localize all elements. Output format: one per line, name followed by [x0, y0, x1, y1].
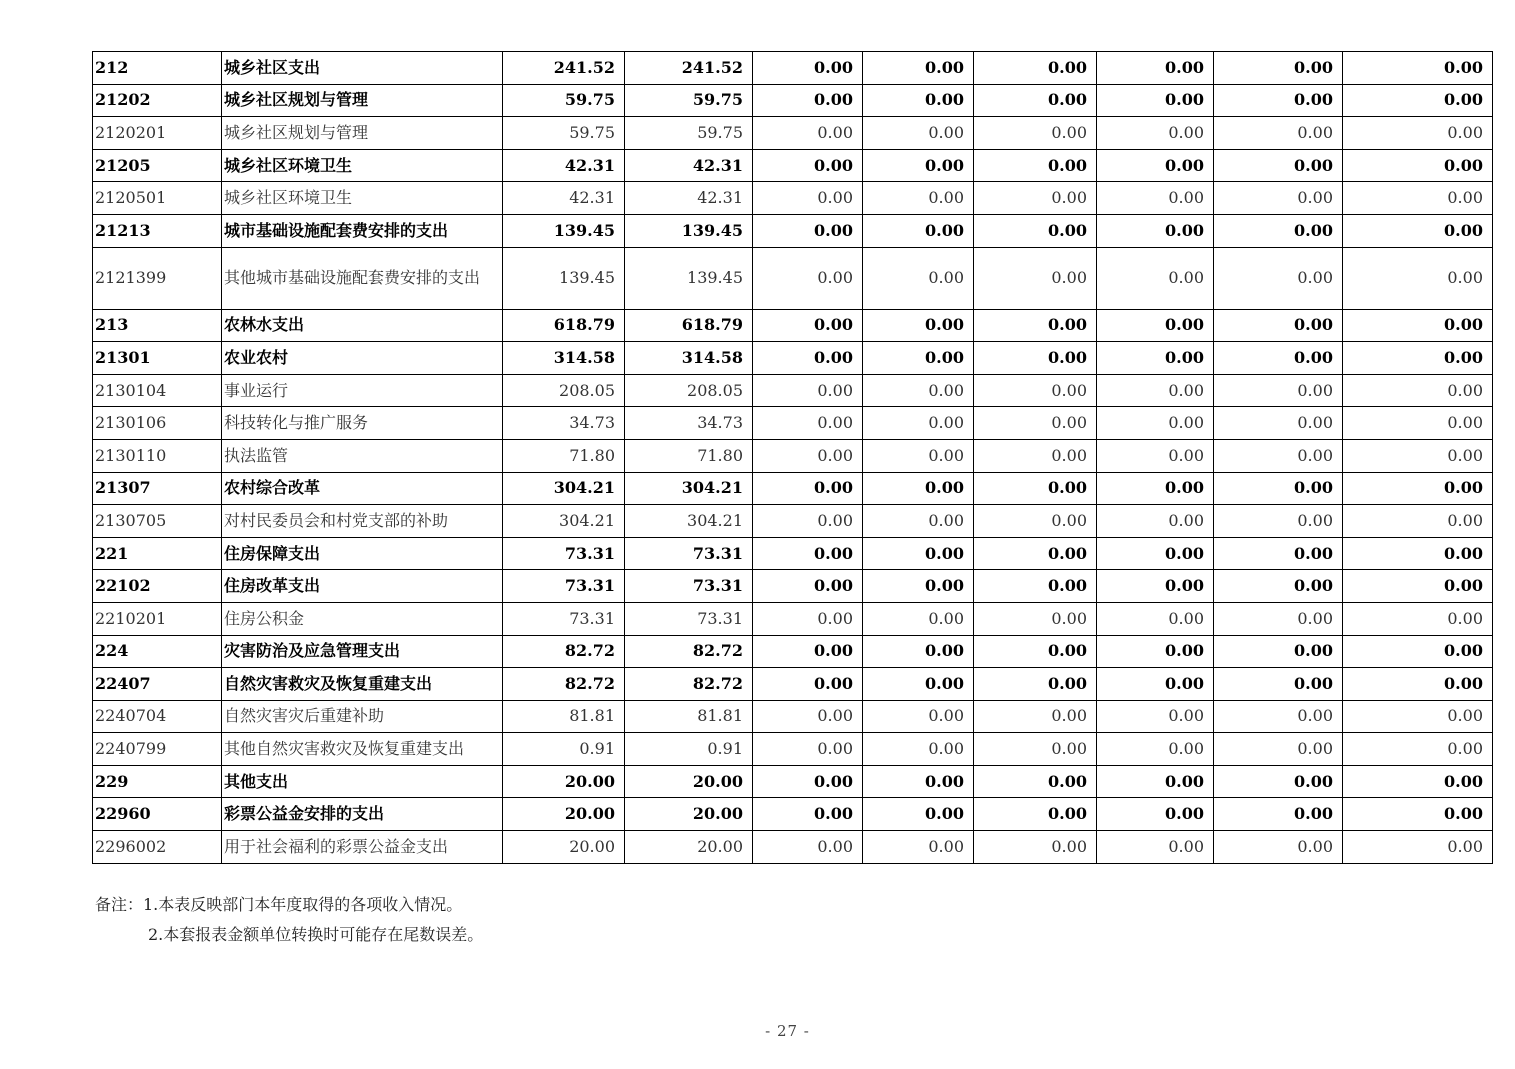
- amount-cell: 304.21: [625, 505, 753, 538]
- subject-name-cell: 自然灾害灾后重建补助: [222, 700, 503, 733]
- amount-cell: 0.00: [974, 668, 1097, 701]
- amount-cell: 0.00: [753, 439, 863, 472]
- subject-code-cell: 212: [93, 52, 222, 85]
- subject-code-cell: 2130106: [93, 407, 222, 440]
- subject-name-cell: 事业运行: [222, 374, 503, 407]
- amount-cell: 0.00: [974, 309, 1097, 342]
- amount-cell: 0.00: [1214, 700, 1343, 733]
- amount-cell: 0.00: [863, 570, 974, 603]
- amount-cell: 42.31: [503, 182, 625, 215]
- amount-cell: 59.75: [625, 117, 753, 150]
- amount-cell: 314.58: [625, 342, 753, 375]
- amount-cell: 0.91: [503, 733, 625, 766]
- amount-cell: 0.00: [974, 635, 1097, 668]
- amount-cell: 82.72: [503, 635, 625, 668]
- amount-cell: 0.00: [863, 214, 974, 247]
- amount-cell: 304.21: [503, 505, 625, 538]
- subject-name-cell: 自然灾害救灾及恢复重建支出: [222, 668, 503, 701]
- table-row: [93, 505, 1493, 538]
- amount-cell: 20.00: [503, 831, 625, 864]
- subject-name-cell: 灾害防治及应急管理支出: [222, 635, 503, 668]
- amount-cell: 0.00: [1343, 570, 1493, 603]
- subject-code-cell: 2240704: [93, 700, 222, 733]
- subject-name-cell: 住房公积金: [222, 602, 503, 635]
- subject-code-cell: 213: [93, 309, 222, 342]
- amount-cell: 208.05: [503, 374, 625, 407]
- subject-code-cell: 21301: [93, 342, 222, 375]
- subject-name-cell: 彩票公益金安排的支出: [222, 798, 503, 831]
- subject-code-cell: 2240799: [93, 733, 222, 766]
- amount-cell: 139.45: [625, 214, 753, 247]
- table-body: [93, 52, 1493, 864]
- amount-cell: 73.31: [503, 570, 625, 603]
- table-row: [93, 407, 1493, 440]
- amount-cell: 42.31: [503, 149, 625, 182]
- amount-cell: 0.00: [753, 505, 863, 538]
- subject-code-cell: 21205: [93, 149, 222, 182]
- amount-cell: 0.00: [974, 700, 1097, 733]
- table-row: [93, 182, 1493, 215]
- amount-cell: 0.00: [753, 765, 863, 798]
- amount-cell: 0.00: [1214, 407, 1343, 440]
- amount-cell: 0.00: [1214, 635, 1343, 668]
- amount-cell: 0.00: [1343, 52, 1493, 85]
- amount-cell: 0.00: [1343, 149, 1493, 182]
- table-row: [93, 309, 1493, 342]
- page-number: - 27 -: [765, 1022, 810, 1040]
- subject-name-cell: 城乡社区支出: [222, 52, 503, 85]
- amount-cell: 0.00: [1097, 765, 1214, 798]
- amount-cell: 241.52: [503, 52, 625, 85]
- amount-cell: 208.05: [625, 374, 753, 407]
- amount-cell: 42.31: [625, 182, 753, 215]
- table-row: [93, 374, 1493, 407]
- amount-cell: 0.00: [863, 247, 974, 309]
- amount-cell: 0.00: [974, 439, 1097, 472]
- amount-cell: 304.21: [625, 472, 753, 505]
- subject-code-cell: 2120201: [93, 117, 222, 150]
- amount-cell: 0.00: [1343, 182, 1493, 215]
- amount-cell: 0.00: [1097, 439, 1214, 472]
- amount-cell: 59.75: [503, 117, 625, 150]
- amount-cell: 0.00: [753, 668, 863, 701]
- amount-cell: 0.00: [1214, 247, 1343, 309]
- amount-cell: 0.00: [1214, 537, 1343, 570]
- amount-cell: 0.00: [1343, 537, 1493, 570]
- table-row: [93, 635, 1493, 668]
- amount-cell: 20.00: [625, 831, 753, 864]
- table-row: [93, 668, 1493, 701]
- amount-cell: 0.00: [863, 117, 974, 150]
- amount-cell: 82.72: [503, 668, 625, 701]
- amount-cell: 0.00: [1214, 733, 1343, 766]
- subject-name-cell: 用于社会福利的彩票公益金支出: [222, 831, 503, 864]
- table-row: [93, 831, 1493, 864]
- amount-cell: 0.00: [974, 117, 1097, 150]
- amount-cell: 20.00: [625, 765, 753, 798]
- amount-cell: 0.00: [974, 831, 1097, 864]
- subject-name-cell: 住房保障支出: [222, 537, 503, 570]
- amount-cell: 0.00: [863, 733, 974, 766]
- subject-code-cell: 22407: [93, 668, 222, 701]
- table-row: [93, 247, 1493, 309]
- subject-name-cell: 其他城市基础设施配套费安排的支出: [222, 247, 503, 309]
- amount-cell: 0.00: [1343, 214, 1493, 247]
- amount-cell: 0.00: [753, 700, 863, 733]
- note-line-2: 2.本套报表金额单位转换时可能存在尾数误差。: [148, 925, 484, 944]
- amount-cell: 0.00: [1343, 765, 1493, 798]
- amount-cell: 0.00: [1214, 505, 1343, 538]
- amount-cell: 0.00: [1343, 602, 1493, 635]
- amount-cell: 0.00: [863, 472, 974, 505]
- amount-cell: 0.00: [1343, 733, 1493, 766]
- amount-cell: 0.00: [1343, 117, 1493, 150]
- amount-cell: 0.00: [753, 342, 863, 375]
- amount-cell: 0.00: [1097, 117, 1214, 150]
- amount-cell: 0.00: [753, 570, 863, 603]
- amount-cell: 0.00: [753, 117, 863, 150]
- amount-cell: 0.00: [1097, 52, 1214, 85]
- amount-cell: 0.00: [1097, 472, 1214, 505]
- amount-cell: 0.00: [1214, 798, 1343, 831]
- subject-name-cell: 农村综合改革: [222, 472, 503, 505]
- amount-cell: 71.80: [625, 439, 753, 472]
- amount-cell: 0.00: [753, 798, 863, 831]
- subject-code-cell: 2130110: [93, 439, 222, 472]
- amount-cell: 0.00: [1343, 668, 1493, 701]
- amount-cell: 20.00: [503, 798, 625, 831]
- amount-cell: 0.00: [974, 505, 1097, 538]
- amount-cell: 0.00: [863, 505, 974, 538]
- amount-cell: 0.00: [863, 537, 974, 570]
- amount-cell: 0.00: [1097, 570, 1214, 603]
- amount-cell: 0.00: [863, 407, 974, 440]
- amount-cell: 0.00: [863, 798, 974, 831]
- subject-name-cell: 城乡社区环境卫生: [222, 182, 503, 215]
- notes: [95, 890, 483, 950]
- amount-cell: 0.00: [753, 831, 863, 864]
- amount-cell: 0.00: [753, 214, 863, 247]
- amount-cell: 0.00: [1214, 831, 1343, 864]
- amount-cell: 0.00: [1097, 407, 1214, 440]
- amount-cell: 0.00: [974, 247, 1097, 309]
- amount-cell: 0.00: [974, 342, 1097, 375]
- amount-cell: 73.31: [503, 602, 625, 635]
- amount-cell: 139.45: [503, 247, 625, 309]
- amount-cell: 0.00: [1097, 733, 1214, 766]
- amount-cell: 0.00: [753, 602, 863, 635]
- amount-cell: 0.00: [1343, 407, 1493, 440]
- amount-cell: 0.00: [1343, 309, 1493, 342]
- amount-cell: 0.00: [863, 831, 974, 864]
- amount-cell: 0.00: [863, 765, 974, 798]
- amount-cell: 0.00: [863, 439, 974, 472]
- amount-cell: 0.00: [753, 84, 863, 117]
- amount-cell: 0.00: [1097, 537, 1214, 570]
- amount-cell: 241.52: [625, 52, 753, 85]
- amount-cell: 0.00: [1214, 765, 1343, 798]
- amount-cell: 618.79: [503, 309, 625, 342]
- budget-table: [92, 51, 1493, 864]
- amount-cell: 0.00: [1097, 214, 1214, 247]
- subject-name-cell: 农林水支出: [222, 309, 503, 342]
- amount-cell: 0.00: [1097, 505, 1214, 538]
- amount-cell: 73.31: [625, 602, 753, 635]
- subject-code-cell: 22102: [93, 570, 222, 603]
- amount-cell: 0.00: [974, 602, 1097, 635]
- amount-cell: 0.00: [1097, 798, 1214, 831]
- amount-cell: 0.00: [1097, 602, 1214, 635]
- subject-name-cell: 农业农村: [222, 342, 503, 375]
- subject-name-cell: 城乡社区规划与管理: [222, 117, 503, 150]
- subject-name-cell: 执法监管: [222, 439, 503, 472]
- table-row: [93, 765, 1493, 798]
- amount-cell: 20.00: [625, 798, 753, 831]
- amount-cell: 81.81: [625, 700, 753, 733]
- amount-cell: 0.00: [1343, 84, 1493, 117]
- amount-cell: 0.00: [1214, 374, 1343, 407]
- amount-cell: 0.00: [1214, 602, 1343, 635]
- subject-code-cell: 21213: [93, 214, 222, 247]
- amount-cell: 139.45: [503, 214, 625, 247]
- amount-cell: 0.00: [863, 149, 974, 182]
- amount-cell: 0.00: [753, 149, 863, 182]
- amount-cell: 0.00: [1343, 472, 1493, 505]
- amount-cell: 139.45: [625, 247, 753, 309]
- amount-cell: 0.00: [1097, 668, 1214, 701]
- subject-name-cell: 科技转化与推广服务: [222, 407, 503, 440]
- amount-cell: 0.00: [1097, 247, 1214, 309]
- table-row: [93, 733, 1493, 766]
- amount-cell: 82.72: [625, 668, 753, 701]
- amount-cell: 0.00: [974, 182, 1097, 215]
- table-row: [93, 52, 1493, 85]
- table-row: [93, 700, 1493, 733]
- amount-cell: 0.00: [974, 52, 1097, 85]
- amount-cell: 0.00: [974, 149, 1097, 182]
- amount-cell: 0.00: [974, 798, 1097, 831]
- amount-cell: 0.00: [753, 472, 863, 505]
- table-row: [93, 602, 1493, 635]
- subject-name-cell: 城乡社区规划与管理: [222, 84, 503, 117]
- amount-cell: 0.00: [753, 247, 863, 309]
- amount-cell: 0.00: [1214, 668, 1343, 701]
- table-row: [93, 537, 1493, 570]
- amount-cell: 0.00: [1343, 439, 1493, 472]
- amount-cell: 0.00: [1097, 635, 1214, 668]
- amount-cell: 618.79: [625, 309, 753, 342]
- table-row: [93, 342, 1493, 375]
- table-row: [93, 149, 1493, 182]
- amount-cell: 42.31: [625, 149, 753, 182]
- amount-cell: 0.00: [1097, 182, 1214, 215]
- table-row: [93, 798, 1493, 831]
- amount-cell: 0.00: [1097, 374, 1214, 407]
- table-row: [93, 570, 1493, 603]
- amount-cell: 0.00: [863, 374, 974, 407]
- table-row: [93, 472, 1493, 505]
- amount-cell: 0.00: [974, 84, 1097, 117]
- table-row: [93, 214, 1493, 247]
- amount-cell: 0.00: [1343, 247, 1493, 309]
- amount-cell: 0.00: [1343, 798, 1493, 831]
- amount-cell: 0.00: [1343, 635, 1493, 668]
- amount-cell: 0.00: [1214, 52, 1343, 85]
- amount-cell: 59.75: [503, 84, 625, 117]
- amount-cell: 0.00: [1214, 570, 1343, 603]
- subject-name-cell: 其他自然灾害救灾及恢复重建支出: [222, 733, 503, 766]
- subject-code-cell: 2210201: [93, 602, 222, 635]
- amount-cell: 0.00: [863, 182, 974, 215]
- amount-cell: 0.00: [753, 635, 863, 668]
- amount-cell: 0.00: [974, 472, 1097, 505]
- subject-name-cell: 城市基础设施配套费安排的支出: [222, 214, 503, 247]
- amount-cell: 0.00: [1097, 831, 1214, 864]
- amount-cell: 0.00: [1214, 472, 1343, 505]
- amount-cell: 0.00: [753, 537, 863, 570]
- amount-cell: 34.73: [503, 407, 625, 440]
- table-row: [93, 84, 1493, 117]
- amount-cell: 0.00: [1214, 149, 1343, 182]
- amount-cell: 0.00: [753, 407, 863, 440]
- amount-cell: 34.73: [625, 407, 753, 440]
- subject-code-cell: 224: [93, 635, 222, 668]
- subject-code-cell: 229: [93, 765, 222, 798]
- amount-cell: 0.00: [753, 309, 863, 342]
- amount-cell: 0.00: [1097, 342, 1214, 375]
- subject-code-cell: 22960: [93, 798, 222, 831]
- amount-cell: 0.00: [974, 214, 1097, 247]
- amount-cell: 0.00: [1097, 309, 1214, 342]
- amount-cell: 0.00: [974, 570, 1097, 603]
- amount-cell: 0.00: [863, 668, 974, 701]
- amount-cell: 0.00: [1214, 342, 1343, 375]
- subject-name-cell: 对村民委员会和村党支部的补助: [222, 505, 503, 538]
- amount-cell: 0.00: [1097, 700, 1214, 733]
- amount-cell: 0.00: [863, 84, 974, 117]
- amount-cell: 0.91: [625, 733, 753, 766]
- subject-name-cell: 城乡社区环境卫生: [222, 149, 503, 182]
- amount-cell: 82.72: [625, 635, 753, 668]
- subject-name-cell: 其他支出: [222, 765, 503, 798]
- amount-cell: 0.00: [863, 602, 974, 635]
- subject-name-cell: 住房改革支出: [222, 570, 503, 603]
- amount-cell: 0.00: [1343, 505, 1493, 538]
- amount-cell: 0.00: [1214, 182, 1343, 215]
- amount-cell: 0.00: [1343, 700, 1493, 733]
- subject-code-cell: 221: [93, 537, 222, 570]
- amount-cell: 0.00: [974, 765, 1097, 798]
- amount-cell: 0.00: [1214, 214, 1343, 247]
- amount-cell: 0.00: [863, 52, 974, 85]
- amount-cell: 0.00: [1214, 84, 1343, 117]
- amount-cell: 0.00: [1343, 374, 1493, 407]
- amount-cell: 0.00: [974, 374, 1097, 407]
- amount-cell: 73.31: [625, 570, 753, 603]
- amount-cell: 73.31: [625, 537, 753, 570]
- amount-cell: 0.00: [1214, 309, 1343, 342]
- amount-cell: 0.00: [1343, 831, 1493, 864]
- amount-cell: 0.00: [1214, 439, 1343, 472]
- subject-code-cell: 21202: [93, 84, 222, 117]
- amount-cell: 20.00: [503, 765, 625, 798]
- amount-cell: 0.00: [1343, 342, 1493, 375]
- amount-cell: 0.00: [974, 407, 1097, 440]
- amount-cell: 81.81: [503, 700, 625, 733]
- subject-code-cell: 2121399: [93, 247, 222, 309]
- amount-cell: 0.00: [753, 52, 863, 85]
- amount-cell: 0.00: [753, 182, 863, 215]
- subject-code-cell: 2120501: [93, 182, 222, 215]
- amount-cell: 0.00: [863, 700, 974, 733]
- amount-cell: 0.00: [1097, 84, 1214, 117]
- subject-code-cell: 2130104: [93, 374, 222, 407]
- table-row: [93, 117, 1493, 150]
- amount-cell: 0.00: [863, 309, 974, 342]
- amount-cell: 0.00: [974, 537, 1097, 570]
- note-line-1: 备注：1.本表反映部门本年度取得的各项收入情况。: [95, 895, 463, 914]
- amount-cell: 304.21: [503, 472, 625, 505]
- amount-cell: 0.00: [1214, 117, 1343, 150]
- amount-cell: 0.00: [863, 635, 974, 668]
- amount-cell: 73.31: [503, 537, 625, 570]
- amount-cell: 0.00: [753, 733, 863, 766]
- amount-cell: 314.58: [503, 342, 625, 375]
- amount-cell: 0.00: [1097, 149, 1214, 182]
- amount-cell: 0.00: [974, 733, 1097, 766]
- subject-code-cell: 21307: [93, 472, 222, 505]
- amount-cell: 71.80: [503, 439, 625, 472]
- table-row: [93, 439, 1493, 472]
- amount-cell: 0.00: [753, 374, 863, 407]
- subject-code-cell: 2130705: [93, 505, 222, 538]
- amount-cell: 0.00: [863, 342, 974, 375]
- subject-code-cell: 2296002: [93, 831, 222, 864]
- amount-cell: 59.75: [625, 84, 753, 117]
